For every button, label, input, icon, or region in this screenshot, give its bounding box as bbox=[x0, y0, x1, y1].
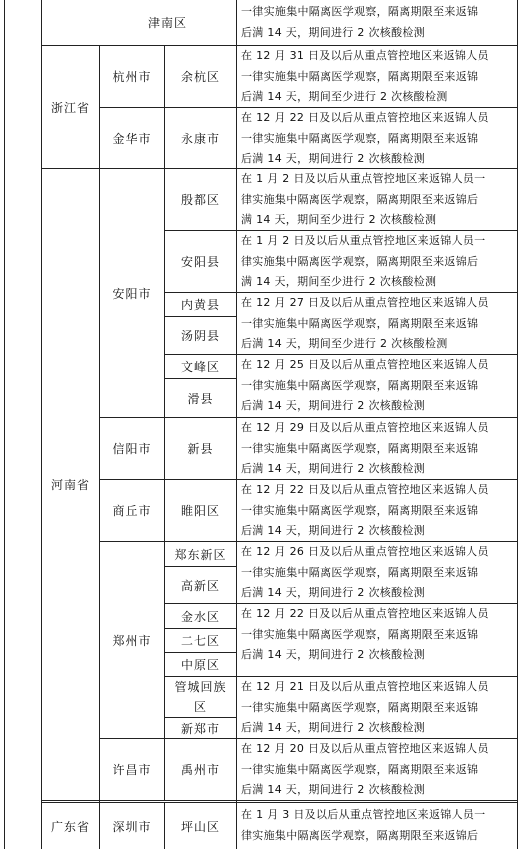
province-henan: 河南省 bbox=[50, 478, 90, 492]
district-jinshui: 金水区 bbox=[180, 609, 220, 624]
district-hua-county: 滑县 bbox=[187, 391, 214, 406]
table-border-right bbox=[517, 0, 518, 849]
policy-text: 在 12 月 27 日及以后从重点管控地区来返锦人员 一律实施集中隔离医学观察，隔离期限至来返锦 后满 14 天，期间至少进行 2 次核酸检测 bbox=[241, 296, 489, 351]
policy-text: 在 1 月 3 日及以后从重点管控地区来返锦人员一 律实施集中隔离医学观察，隔离期限至来返锦后 bbox=[241, 808, 486, 842]
district-yuhang: 余杭区 bbox=[180, 70, 220, 84]
district-yongkang: 永康市 bbox=[180, 131, 220, 146]
city-zhengzhou: 郑州市 bbox=[112, 633, 152, 648]
city-anyang: 安阳市 bbox=[112, 286, 152, 301]
district-gaoxin: 高新区 bbox=[180, 578, 220, 593]
province-zhejiang: 浙江省 bbox=[50, 100, 90, 115]
district-tangyin: 汤阴县 bbox=[180, 329, 220, 343]
district-pingshan: 坪山区 bbox=[180, 819, 220, 834]
policy-text: 在 12 月 22 日及以后从重点管控地区来返锦人员 一律实施集中隔离医学观察，隔离期限至来返锦 后满 14 天，期间进行 2 次核酸检测 bbox=[241, 607, 489, 662]
policy-text: 在 12 月 31 日及以后从重点管控地区来返锦人员 一律实施集中隔离医学观察，隔离期限至来返锦 后满 14 天，期间至少进行 2 次核酸检测 bbox=[241, 49, 489, 104]
city-xuchang: 许昌市 bbox=[112, 763, 152, 777]
district-zhongyuan: 中原区 bbox=[180, 658, 220, 672]
policy-text: 在 12 月 25 日及以后从重点管控地区来返锦人员 一律实施集中隔离医学观察，隔离期限至来返锦 后满 14 天，期间进行 2 次核酸检测 bbox=[241, 358, 489, 413]
district-yindu: 殷都区 bbox=[180, 193, 220, 207]
row-divider bbox=[41, 800, 518, 801]
district-guancheng-hui bbox=[165, 677, 236, 717]
policy-text: 在 12 月 20 日及以后从重点管控地区来返锦人员 一律实施集中隔离医学观察，隔离期限至来返锦 后满 14 天，期间进行 2 次核酸检测 bbox=[241, 742, 489, 797]
policy-text: 在 12 月 22 日及以后从重点管控地区来返锦人员 一律实施集中隔离医学观察，隔离期限至来返锦 后满 14 天，期间进行 2 次核酸检测 bbox=[241, 483, 489, 538]
policy-text: 在 12 月 26 日及以后从重点管控地区来返锦人员 一律实施集中隔离医学观察，隔离期限至来返锦 后满 14 天，期间进行 2 次核酸检测 bbox=[241, 545, 489, 600]
city-shenzhen: 深圳市 bbox=[112, 819, 152, 834]
city-hangzhou: 杭州市 bbox=[112, 70, 152, 84]
district-yuzhou: 禹州市 bbox=[180, 763, 220, 777]
district-suiyang: 睢阳区 bbox=[180, 504, 220, 518]
district-guancheng-hui-label: 管城回族区 bbox=[174, 680, 227, 714]
policy-text: 在 1 月 2 日及以后从重点管控地区来返锦人员一 律实施集中隔离医学观察，隔离期限至来返锦后 满 14 天，期间至少进行 2 次核酸检测 bbox=[241, 234, 486, 289]
district-wenfeng: 文峰区 bbox=[180, 360, 220, 374]
city-shangqiu: 商丘市 bbox=[112, 504, 152, 518]
province-guangdong: 广东省 bbox=[50, 819, 90, 834]
policy-text: 在 12 月 29 日及以后从重点管控地区来返锦人员 一律实施集中隔离医学观察，隔离期限至来返锦 后满 14 天，期间进行 2 次核酸检测 bbox=[241, 421, 489, 476]
district-xin-county: 新县 bbox=[187, 442, 214, 456]
district-zhengdong-new: 郑东新区 bbox=[174, 547, 227, 562]
district-jinnan: 津南区 bbox=[147, 16, 187, 30]
district-anyang-county: 安阳县 bbox=[180, 255, 220, 269]
policy-text: 在 1 月 2 日及以后从重点管控地区来返锦人员一 律实施集中隔离医学观察，隔离期限至来返锦后 满 14 天，期间至少进行 2 次核酸检测 bbox=[241, 172, 486, 227]
policy-text: 一律实施集中隔离医学观察，隔离期限至来返锦 后满 14 天，期间进行 2 次核酸检测 bbox=[241, 5, 479, 39]
policy-text: 在 12 月 21 日及以后从重点管控地区来返锦人员 一律实施集中隔离医学观察，隔离期限至来返锦 后满 14 天，期间进行 2 次核酸检测 bbox=[241, 680, 489, 735]
district-neihuang: 内黄县 bbox=[180, 298, 220, 312]
district-erqi: 二七区 bbox=[180, 634, 220, 648]
district-xinzheng: 新郑市 bbox=[180, 721, 220, 736]
policy-text: 在 12 月 22 日及以后从重点管控地区来返锦人员 一律实施集中隔离医学观察，隔离期限至来返锦 后满 14 天，期间进行 2 次核酸检测 bbox=[241, 111, 489, 166]
city-xinyang: 信阳市 bbox=[112, 442, 152, 456]
city-jinhua: 金华市 bbox=[112, 131, 152, 146]
table-border-left bbox=[4, 0, 5, 849]
